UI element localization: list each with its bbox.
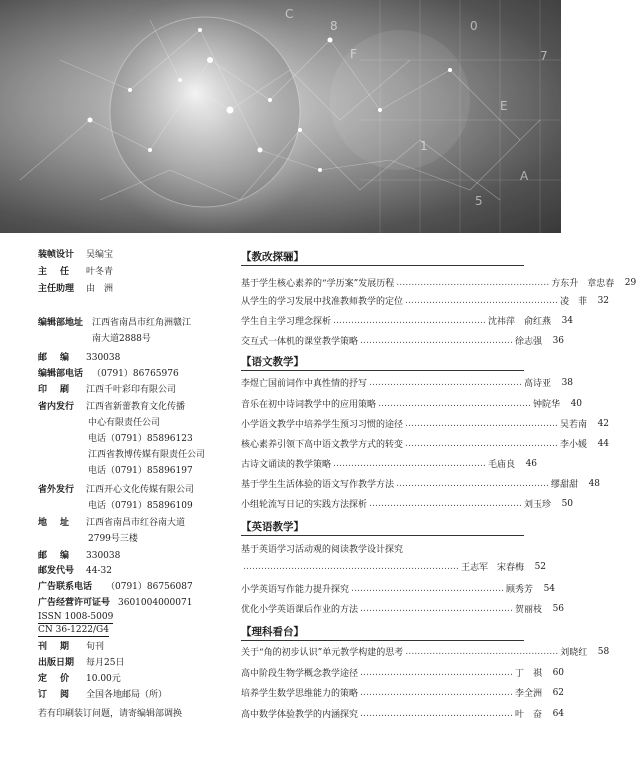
- masthead-overseas-line2: 电话（0791）85896109: [88, 501, 193, 511]
- masthead-frequency: 刊 期 旬刊: [38, 642, 105, 652]
- masthead-cn: CN 36-1222/G4: [38, 625, 109, 635]
- section-divider: [241, 265, 524, 266]
- toc-entry[interactable]: ……………………………………………………………… 王志军 宋春梅 52: [243, 561, 547, 573]
- toc-entry[interactable]: 优化小学英语课后作业的方法 …………………………………………… 贺丽枝 56: [241, 603, 565, 615]
- toc-entry[interactable]: 古诗文诵读的教学策略 …………………………………………… 毛庙良 46: [241, 458, 538, 470]
- masthead-adphone: 广告联系电话 （0791）86756087: [38, 582, 193, 592]
- masthead-note: 若有印刷装订问题，请寄编辑部调换: [38, 709, 183, 719]
- svg-text:E: E: [500, 99, 508, 113]
- masthead-adlicense: 广告经营许可证号 3601004000071: [38, 598, 193, 608]
- toc-entry[interactable]: 音乐在初中诗词教学中的应用策略 …………………………………………… 钟院华 40: [241, 398, 583, 410]
- toc-entry[interactable]: 交互式一体机的课堂教学策略 …………………………………………… 徐志强 36: [241, 335, 565, 347]
- toc-entry[interactable]: 基于学生生活体验的语文写作教学方法 …………………………………………… 缪甜甜 48: [241, 478, 601, 490]
- svg-text:0: 0: [470, 19, 478, 33]
- section-divider: [241, 370, 524, 371]
- svg-text:F: F: [350, 47, 357, 61]
- svg-text:8: 8: [330, 19, 338, 33]
- masthead-postcode2: 邮 编 330038: [38, 551, 121, 561]
- masthead-domestic-line3: 电话（0791）85896123: [88, 434, 193, 444]
- masthead-overseas: 省外发行 江西开心文化传媒有限公司: [38, 485, 195, 495]
- masthead-domestic-line4: 江西省教博传媒有限责任公司: [88, 450, 206, 460]
- masthead-price: 定 价 10.00元: [38, 674, 121, 684]
- svg-text:5: 5: [475, 194, 483, 208]
- masthead-domestic-line5: 电话（0791）85896197: [88, 466, 193, 476]
- svg-text:C: C: [285, 7, 294, 21]
- section-divider: [241, 640, 524, 641]
- masthead-editor: 主 任 叶冬青: [38, 267, 114, 277]
- masthead-domestic-line2: 中心有限责任公司: [88, 418, 161, 428]
- masthead-address: 编辑部地址 江西省南昌市红角洲赣江: [38, 318, 192, 328]
- masthead-domestic: 省内发行 江西省新蕾教育文化传播: [38, 402, 186, 412]
- masthead-issn: ISSN 1008-5009: [38, 612, 114, 622]
- cover-banner-image: [0, 0, 561, 233]
- toc-entry[interactable]: 高中阶段生物学概念教学途径 …………………………………………… 丁 祺 60: [241, 667, 565, 679]
- masthead-pubdate: 出版日期 每月25日: [38, 658, 125, 668]
- section-divider: [241, 535, 524, 536]
- svg-text:1: 1: [420, 139, 428, 153]
- masthead-printer: 印 刷 江西千叶彩印有限公司: [38, 385, 177, 395]
- toc-entry[interactable]: 李煜亡国前词作中真性情的抒写 …………………………………………… 高诗亚 38: [241, 377, 574, 389]
- toc-section-title: 【语文教学】: [241, 356, 304, 368]
- toc-entry[interactable]: 核心素养引领下高中语文教学方式的转变 …………………………………………… 李小媛 44: [241, 438, 610, 450]
- masthead-address-line2: 南大道2888号: [92, 334, 151, 344]
- masthead-postcode1: 邮 编 330038: [38, 353, 121, 363]
- toc-section-title: 【教改探骊】: [241, 251, 304, 263]
- svg-text:7: 7: [540, 49, 548, 63]
- masthead-location: 地 址 江西省南昌市红谷南大道: [38, 518, 186, 528]
- toc-entry[interactable]: 基于学生核心素养的“学历案”发展历程 …………………………………………… 方东升 章忠春 29: [241, 277, 636, 289]
- masthead-assistant: 主任助理 由 洲: [38, 284, 114, 294]
- masthead-phone: 编辑部电话 （0791）86765976: [38, 369, 179, 379]
- toc-entry[interactable]: 小学语文教学中培养学生预习习惯的途径 …………………………………………… 吴若南 42: [241, 418, 610, 430]
- masthead-subscribe: 订 阅 全国各地邮局（所）: [38, 690, 168, 700]
- toc-section-title: 【英语教学】: [241, 521, 304, 533]
- toc-entry-title[interactable]: 基于英语学习活动观的阅读教学设计探究: [241, 545, 404, 555]
- toc-entry[interactable]: 小组轮流写日记的实践方法探析 …………………………………………… 刘玉珍 50: [241, 498, 574, 510]
- svg-text:A: A: [520, 169, 529, 183]
- masthead-location-line2: 2799号三楼: [88, 534, 138, 544]
- masthead-design: 装帧设计 吴编宝: [38, 250, 114, 260]
- toc-entry[interactable]: 高中数学体验教学的内涵探究 …………………………………………… 叶 奋 64: [241, 708, 565, 720]
- toc-entry[interactable]: 关于“角的初步认识”单元教学构建的思考 …………………………………………… 刘晓红 58: [241, 646, 610, 658]
- masthead-mailcode: 邮发代号 44-32: [38, 566, 112, 576]
- toc-entry[interactable]: 培养学生数学思维能力的策略 …………………………………………… 李全洲 62: [241, 687, 565, 699]
- toc-entry[interactable]: 学生自主学习理念探析 …………………………………………… 沈祎萍 俞红燕 34: [241, 315, 574, 327]
- toc-section-title: 【理科看台】: [241, 626, 304, 638]
- toc-entry[interactable]: 小学英语写作能力提升探究 …………………………………………… 顾秀芳 54: [241, 583, 556, 595]
- toc-entry[interactable]: 从学生的学习发展中找准教师教学的定位 …………………………………………… 凌 菲 32: [241, 295, 610, 307]
